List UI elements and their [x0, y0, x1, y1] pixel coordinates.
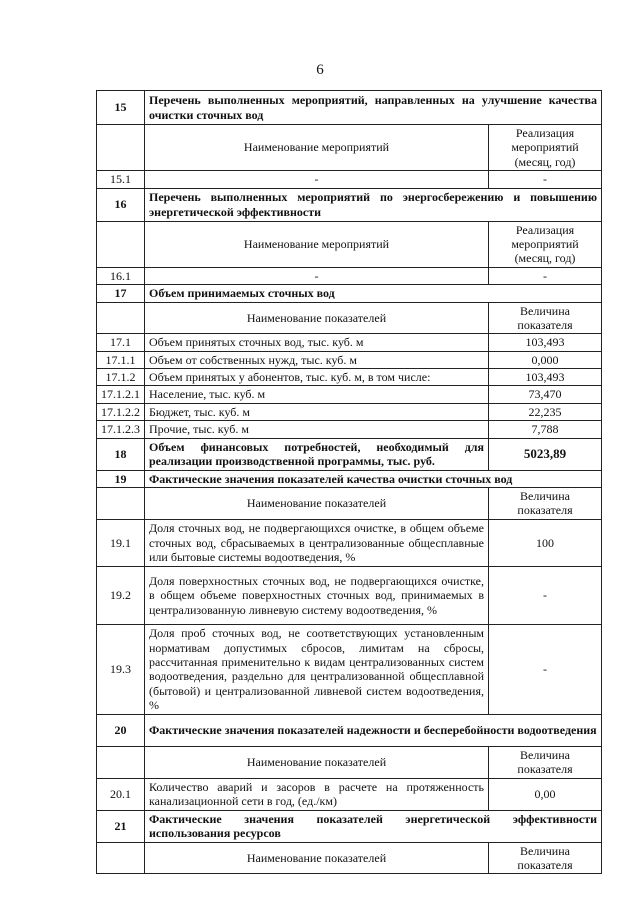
- row-number: 17.1.1: [97, 351, 145, 368]
- row-value: -: [489, 171, 602, 188]
- table-row: [97, 386, 602, 403]
- section-title: Фактические значения показателей надежности и бесперебойности водоотведения: [145, 714, 602, 746]
- section-19-title-row: [97, 470, 602, 487]
- row-name: Объем принятых сточных вод, тыс. куб. м: [145, 334, 489, 351]
- row-number: 17.1.2.2: [97, 403, 145, 420]
- section-number: 15: [97, 91, 145, 125]
- row-number: 17.1.2.3: [97, 421, 145, 438]
- row-name: Доля поверхностных сточных вод, не подвергающихся очистке, в общем объеме поверхностных сточных вод, принимаемых в централизованную ливневую систему водоотведения, %: [145, 566, 489, 624]
- section-number: 19: [97, 470, 145, 487]
- section-number: 18: [97, 438, 145, 470]
- section-15-header-row: [97, 125, 602, 171]
- table-row: [97, 334, 602, 351]
- row-value: 0,000: [489, 351, 602, 368]
- row-name: -: [145, 171, 489, 188]
- column-header-value: Величина показателя: [489, 842, 602, 874]
- column-header-value: Реализация мероприятий (месяц, год): [489, 221, 602, 267]
- row-value: -: [489, 566, 602, 624]
- row-name: Объем от собственных нужд, тыс. куб. м: [145, 351, 489, 368]
- table-row: [97, 171, 602, 188]
- column-header-value: Величина показателя: [489, 746, 602, 778]
- column-header-value: Величина показателя: [489, 302, 602, 334]
- row-value: -: [489, 267, 602, 284]
- row-name: Население, тыс. куб. м: [145, 386, 489, 403]
- row-name: Прочие, тыс. куб. м: [145, 421, 489, 438]
- row-value: 7,788: [489, 421, 602, 438]
- column-header-name: Наименование показателей: [145, 302, 489, 334]
- row-value: 103,493: [489, 334, 602, 351]
- row-name: Доля проб сточных вод, не соответствующих установленным нормативам допустимых сбросов, лимитам на сбросы, рассчитанная применительно к видам централизованных систем водоотведения, раздельно для централизованной общесплавной (бытовой) и централизованной ливневой систем водоотведения, %: [145, 624, 489, 714]
- section-title: Объем финансовых потребностей, необходимый для реализации производственной программы, тыс. руб.: [145, 438, 489, 470]
- row-value: 73,470: [489, 386, 602, 403]
- row-name: Количество аварий и засоров в расчете на протяженность канализационной сети в год, (ед./км): [145, 778, 489, 810]
- section-18-row: [97, 438, 602, 470]
- row-number: 19.1: [97, 519, 145, 566]
- section-title: Перечень выполненных мероприятий, направленных на улучшение качества очистки сточных вод: [145, 91, 602, 125]
- section-title: Перечень выполненных мероприятий по энергосбережению и повышению энергетической эффективности: [145, 188, 602, 221]
- row-name: -: [145, 267, 489, 284]
- row-number: 19.2: [97, 566, 145, 624]
- row-value: 103,493: [489, 369, 602, 386]
- row-value: -: [489, 624, 602, 714]
- section-19-header-row: [97, 488, 602, 520]
- column-header-name: Наименование мероприятий: [145, 125, 489, 171]
- row-value: 22,235: [489, 403, 602, 420]
- table-row: [97, 267, 602, 284]
- row-number: 17.1.2: [97, 369, 145, 386]
- section-number: 16: [97, 188, 145, 221]
- row-value: 0,00: [489, 778, 602, 810]
- section-16-header-row: [97, 221, 602, 267]
- section-title: Фактические значения показателей качества очистки сточных вод: [145, 470, 602, 487]
- section-title: Фактические значения показателей энергетической эффективности использования ресурсов: [145, 810, 602, 842]
- row-value: 100: [489, 519, 602, 566]
- row-number: 19.3: [97, 624, 145, 714]
- section-17-title-row: [97, 285, 602, 302]
- row-name: Бюджет, тыс. куб. м: [145, 403, 489, 420]
- column-header-name: Наименование мероприятий: [145, 221, 489, 267]
- section-20-header-row: [97, 746, 602, 778]
- column-header-name: Наименование показателей: [145, 488, 489, 520]
- section-15-title-row: [97, 91, 602, 125]
- section-16-title-row: [97, 188, 602, 221]
- section-20-title-row: [97, 714, 602, 746]
- section-17-header-row: [97, 302, 602, 334]
- empty-cell: [97, 488, 145, 520]
- empty-cell: [97, 302, 145, 334]
- row-number: 15.1: [97, 171, 145, 188]
- row-number: 16.1: [97, 267, 145, 284]
- empty-cell: [97, 746, 145, 778]
- table-row: [97, 421, 602, 438]
- section-21-header-row: [97, 842, 602, 874]
- table-row: [97, 624, 602, 714]
- section-21-title-row: [97, 810, 602, 842]
- section-number: 20: [97, 714, 145, 746]
- section-title: Объем принимаемых сточных вод: [145, 285, 602, 302]
- table-row: [97, 403, 602, 420]
- financial-needs-value: 5023,89: [489, 438, 602, 470]
- empty-cell: [97, 842, 145, 874]
- empty-cell: [97, 125, 145, 171]
- column-header-value: Реализация мероприятий (месяц, год): [489, 125, 602, 171]
- row-number: 20.1: [97, 778, 145, 810]
- row-name: Доля сточных вод, не подвергающихся очистке, в общем объеме сточных вод, сбрасываемых в централизованные общесплавные или бытовые системы водоотведения, %: [145, 519, 489, 566]
- row-number: 17.1.2.1: [97, 386, 145, 403]
- column-header-name: Наименование показателей: [145, 746, 489, 778]
- report-table: [96, 90, 602, 874]
- column-header-name: Наименование показателей: [145, 842, 489, 874]
- empty-cell: [97, 221, 145, 267]
- page-number: 6: [316, 62, 324, 78]
- section-number: 21: [97, 810, 145, 842]
- table-row: [97, 369, 602, 386]
- column-header-value: Величина показателя: [489, 488, 602, 520]
- table-row: [97, 519, 602, 566]
- row-name: Объем принятых у абонентов, тыс. куб. м, в том числе:: [145, 369, 489, 386]
- section-number: 17: [97, 285, 145, 302]
- table-row: [97, 351, 602, 368]
- table-row: [97, 778, 602, 810]
- table-row: [97, 566, 602, 624]
- row-number: 17.1: [97, 334, 145, 351]
